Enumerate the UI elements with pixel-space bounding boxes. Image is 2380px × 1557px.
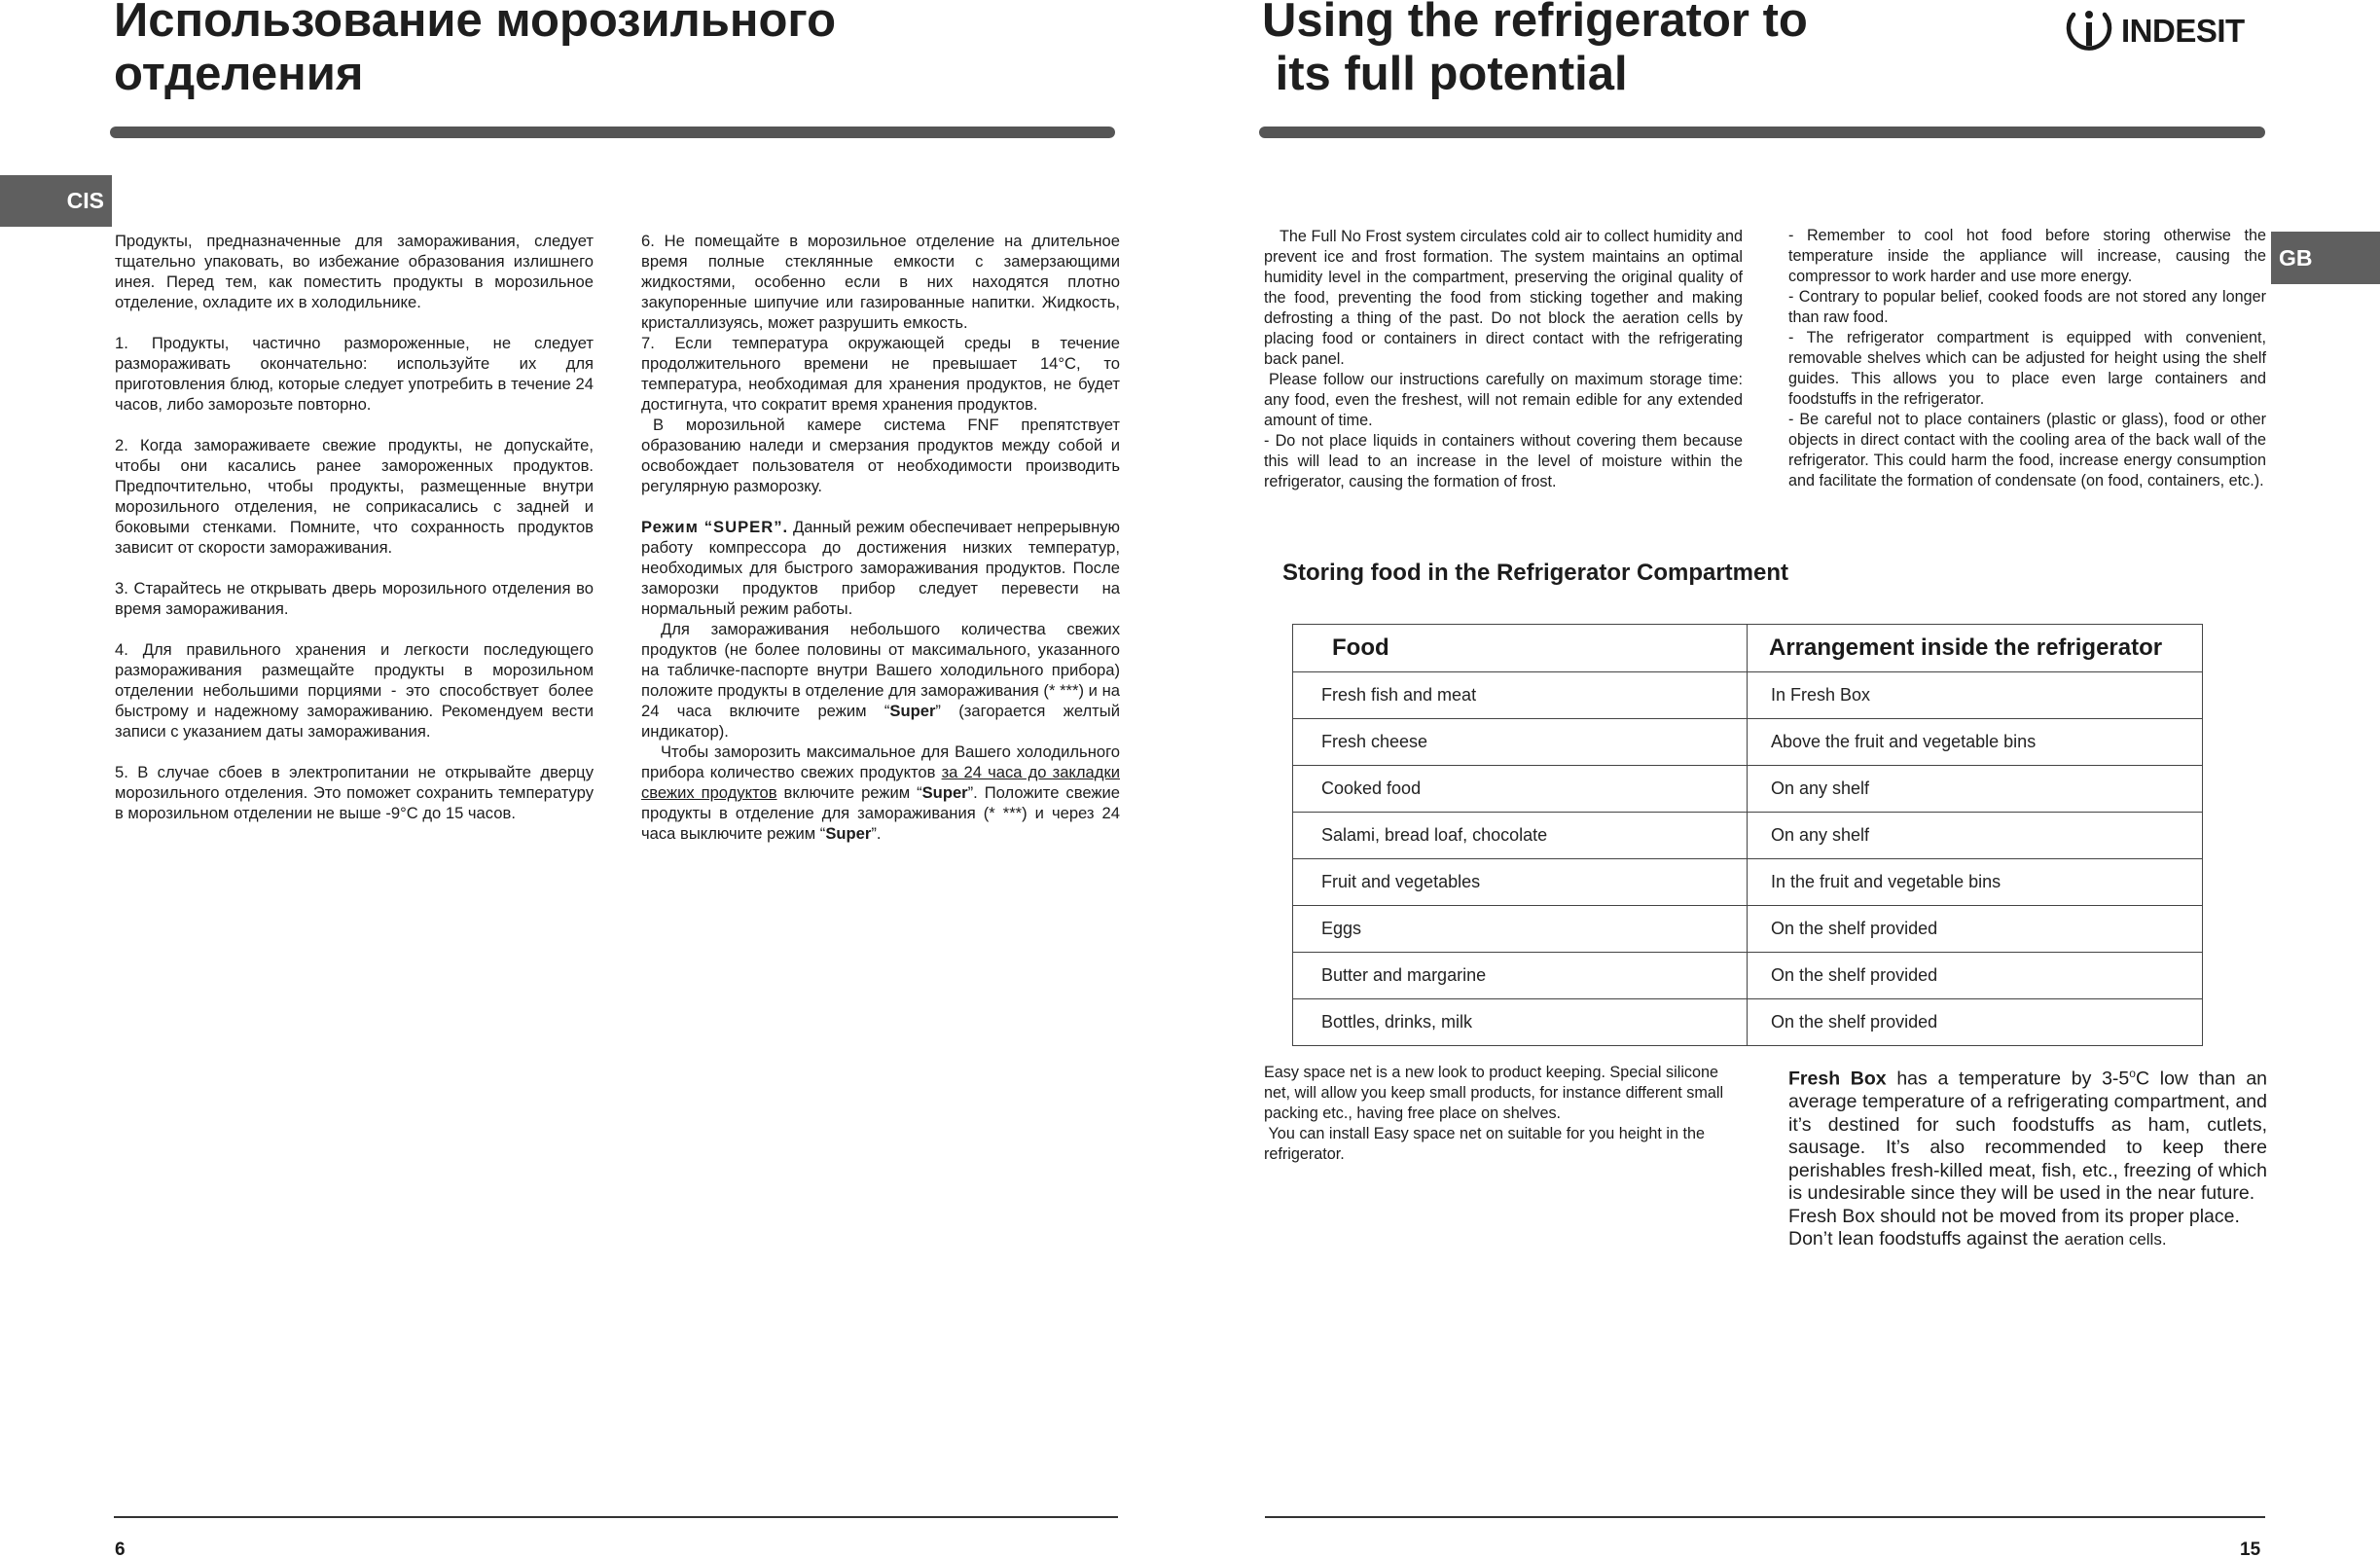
table-cell-arrangement: On the shelf provided [1748, 999, 2203, 1046]
ru-column-1 [115, 231, 594, 823]
en-fresh-box [1788, 1063, 2267, 1251]
ru-small-2: ” (загорается желтый индикатор). [641, 702, 1120, 741]
footer-line-right [1265, 1516, 2265, 1518]
header-divider-right [1259, 127, 2265, 138]
language-tab-cis [0, 175, 112, 227]
indesit-logo-icon [2061, 3, 2117, 59]
table-cell-food: Bottles, drinks, milk [1293, 999, 1748, 1046]
en-nofrost: The Full No Frost system circulates cold air to collect humidity and prevent ice and frost formation. The system maintains an optimal humidity level in the compartment, preserving the original quality of the food, preventing the food from sticking together and making defrosting a thing of the past. Do not block the aeration cells by placing food or containers in direct contact with the refrigerating back panel. [1264, 228, 1743, 368]
page-title-ru [114, 0, 1106, 101]
table-cell-arrangement: On the shelf provided [1748, 953, 2203, 999]
ru-super-word-3: Super [825, 824, 872, 843]
fresh-box-text-a: has a temperature by 3-5 [1886, 1068, 2130, 1090]
ru-max-amount [641, 742, 1120, 844]
ru-super-mode [641, 517, 1120, 619]
table-cell-arrangement: In Fresh Box [1748, 672, 2203, 719]
table-cell-arrangement: Above the fruit and vegetable bins [1748, 719, 2203, 766]
ru-small-1: Для замораживания небольшого количества свежих продуктов (не более половины от максимального, указанного на табличке-паспорте внутри Вашего холодильного прибора) положите продукты в отделение для замораживания (* ***) и на 24 часа включите режим “ [641, 620, 1120, 720]
language-tab-gb [2271, 232, 2380, 284]
ru-max-2: включите режим “ [776, 783, 922, 802]
page-number-right: 15 [2240, 1539, 2261, 1557]
table-cell-food: Salami, bread loaf, chocolate [1293, 813, 1748, 859]
ru-column-2 [641, 231, 1120, 844]
tab-label-cis: CIS [66, 188, 104, 213]
fresh-box-line2: Fresh Box should not be moved from its proper place. [1788, 1205, 2240, 1227]
table-header-food: Food [1293, 625, 1748, 672]
fresh-box-text-b: C low than an average temperature of a refrigerating compartment, and it’s destined for such foodstuffs as ham, cutlets, sausage. It’s also recommended to keep there perishables fresh-killed meat, fish, etc., freezing of which is undesirable since they will be used in the near future. [1788, 1068, 2268, 1204]
footer-line-left [114, 1516, 1118, 1518]
en-cool-food: - Remember to cool hot food before storing otherwise the temperature inside the appliance will increase, causing the compressor to work harder and use more energy. [1788, 227, 2266, 285]
fresh-box-line3a: Don’t lean foodstuffs against the [1788, 1228, 2065, 1249]
fresh-box-line3 [1788, 1228, 2267, 1251]
ru-intro: Продукты, предназначенные для замораживания, следует тщательно упаковать, во избежание образования излишнего инея. Перед тем, как поместить продукты в морозильное отделение, охладите их в холодильнике. [115, 232, 594, 311]
en-shelves: - The refrigerator compartment is equipped with convenient, removable shelves which can be adjusted for height using the shelf guides. This allows you to place even large containers and foodstuffs in the refrigerator. [1788, 329, 2266, 408]
table-cell-food: Cooked food [1293, 766, 1748, 813]
table-row [1293, 766, 2203, 813]
table-row [1293, 906, 2203, 953]
table-cell-arrangement: On the shelf provided [1748, 906, 2203, 953]
ru-super-text: Данный режим обеспечивает непрерывную работу компрессора до достижения низких температур, необходимых для быстрого замораживания продуктов. После заморозки продуктов прибор следует перевести на нормальный режим работы. [641, 518, 1121, 618]
ru-item-1: 1. Продукты, частично размороженные, не следует размораживать окончательно: используйте их для приготовления блюд, которые следует употребить в течение 24 часов, либо заморозьте повторно. [115, 334, 594, 414]
table-cell-food: Fresh cheese [1293, 719, 1748, 766]
table-cell-arrangement: On any shelf [1748, 766, 2203, 813]
table-cell-arrangement: In the fruit and vegetable bins [1748, 859, 2203, 906]
brand-wordmark: INDESIT [2121, 13, 2245, 49]
food-storage-table [1292, 624, 2203, 1046]
ru-item-6: 6. Не помещайте в морозильное отделение на длительное время полные стеклянные емкости с замерзающими жидкостями, особенно если в них находятся плотно закупоренные шипучие или газированные напитки. Жидкость, кристаллизуясь, может разрушить емкость. [641, 232, 1120, 332]
title-ru-line1: Использование морозильного [114, 0, 837, 47]
table-row [1293, 719, 2203, 766]
en-column-a [1264, 227, 1743, 492]
en-column-b [1788, 226, 2266, 491]
fresh-box-description [1788, 1063, 2267, 1206]
ru-item-3: 3. Старайтесь не открывать дверь морозильного отделения во время замораживания. [115, 579, 594, 618]
fresh-box-label: Fresh Box [1788, 1068, 1887, 1090]
ru-super-word-1: Super [889, 702, 936, 720]
indesit-logo [2061, 3, 2265, 59]
table-cell-food: Eggs [1293, 906, 1748, 953]
title-en-line2: its full potential [1262, 48, 1628, 100]
table-header-arrangement: Arrangement inside the refrigerator [1748, 625, 2203, 672]
table-row [1293, 672, 2203, 719]
table-cell-food: Fruit and vegetables [1293, 859, 1748, 906]
ru-fnf: В морозильной камере система FNF препятствует образованию наледи и смерзания продуктов между собой и освобождает пользователя от необходимости производить регулярную разморозку. [641, 416, 1120, 495]
ru-item-7: 7. Если температура окружающей среды в течение продолжительного времени не превышает 14°C, то температура, необходимая для хранения продуктов, не будет достигнута, что сократит время хранения продуктов. [641, 334, 1120, 414]
en-cooked-foods: - Contrary to popular belief, cooked foods are not stored any longer than raw food. [1788, 288, 2266, 326]
table-cell-arrangement: On any shelf [1748, 813, 2203, 859]
table-header-row [1293, 625, 2203, 672]
ru-max-1: Чтобы заморозить максимальное для Вашего холодильного прибора количество свежих продуктов [641, 742, 1120, 781]
ru-item-5: 5. В случае сбоев в электропитании не открывайте дверцу морозильного отделения. Это поможет сохранить температуру в морозильном отделении не выше -9°C до 15 часов. [115, 763, 594, 822]
ru-max-4: ”. [871, 824, 882, 843]
table-row [1293, 953, 2203, 999]
table-row [1293, 859, 2203, 906]
en-easy-space-2: You can install Easy space net on suitable for you height in the refrigerator. [1264, 1125, 1710, 1163]
ru-max-underline: за 24 часа до закладки свежих продуктов [641, 763, 1120, 802]
fresh-box-line3b: aeration cells. [2064, 1230, 2167, 1249]
ru-item-2: 2. Когда замораживаете свежие продукты, не допускайте, чтобы они касались ранее замороженных продуктов. Предпочтительно, чтобы продукты, размещенные внутри морозильного отделения, не соприкасались с задней и боковыми стенками. Помните, что сохранность продуктов зависит от скорости замораживания. [115, 436, 594, 557]
table-row [1293, 813, 2203, 859]
en-storage-time: Please follow our instructions carefully on maximum storage time: any food, even the freshest, will not remain edible for any extended amount of time. [1264, 371, 1743, 429]
title-en-line1: Using the refrigerator to [1262, 0, 1808, 47]
fresh-box-degree: o [2129, 1067, 2136, 1080]
en-back-wall: - Be careful not to place containers (plastic or glass), food or other objects in direct contact with the cooling area of the back wall of the refrigerator. This could harm the food, increase energy consumption and facilitate the formation of condensate (on food, containers, etc.). [1788, 411, 2266, 489]
en-easy-space-net [1264, 1063, 1743, 1165]
ru-super-word-2: Super [921, 783, 968, 802]
table-row [1293, 999, 2203, 1046]
ru-max-3: ”. Положите свежие продукты в отделение для замораживания (* ***) и через 24 часа выключите режим “ [641, 783, 1120, 843]
ru-small-amount [641, 619, 1120, 742]
section-title-storing-food: Storing food in the Refrigerator Compartment [1282, 560, 1789, 586]
header-divider-left [110, 127, 1115, 138]
title-ru-line2: отделения [114, 48, 364, 100]
page-title-en [1262, 0, 1943, 101]
en-liquids: - Do not place liquids in containers without covering them because this will lead to an increase in the level of moisture within the refrigerator, causing the formation of frost. [1264, 432, 1743, 490]
table-cell-food: Fresh fish and meat [1293, 672, 1748, 719]
table-cell-food: Butter and margarine [1293, 953, 1748, 999]
ru-item-4: 4. Для правильного хранения и легкости последующего размораживания размещайте продукты в морозильном отделении небольшими порциями - это способствует более быстрому и надежному замораживанию. Рекомендуем вести записи с указанием даты замораживания. [115, 640, 594, 741]
page-number-left: 6 [115, 1539, 126, 1557]
ru-super-label: Режим “SUPER”. [641, 518, 789, 536]
tab-label-gb: GB [2279, 244, 2313, 271]
en-easy-space-1: Easy space net is a new look to product keeping. Special silicone net, will allow you keep small products, for instance different small packing etc., having free place on shelves. [1264, 1064, 1724, 1122]
